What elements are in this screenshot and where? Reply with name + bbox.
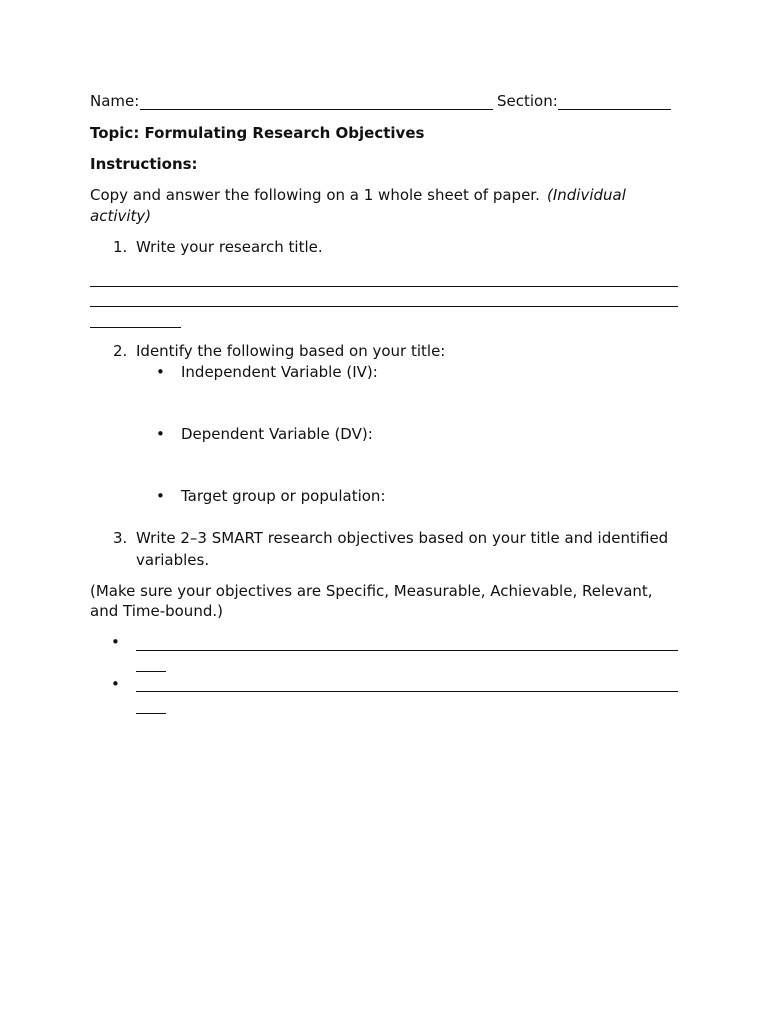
section-label: Section: [497, 92, 558, 110]
bullet: • [111, 675, 120, 693]
name-label: Name: [90, 92, 140, 110]
note-line-2: and Time-bound.) [90, 602, 223, 620]
answer-line-3 [90, 327, 181, 328]
answer-line-2 [90, 306, 678, 307]
bullet: • [156, 425, 165, 443]
item-target-group: Target group or population: [181, 487, 386, 505]
question-1-number: 1. [113, 238, 128, 256]
objective-line-1a [136, 650, 678, 651]
item-dependent-variable: Dependent Variable (DV): [181, 425, 373, 443]
question-3-text-1: Write 2–3 SMART research objectives based on your title and identified [136, 529, 669, 547]
intro-italic-1: (Individual [547, 186, 626, 204]
item-independent-variable: Independent Variable (IV): [181, 363, 378, 381]
objective-line-1b [136, 671, 166, 672]
note-line-1: (Make sure your objectives are Specific, Measurable, Achievable, Relevant, [90, 582, 653, 600]
answer-line-1 [90, 286, 678, 287]
name-blank [140, 109, 493, 110]
question-3-text-2: variables. [136, 551, 210, 569]
intro-italic-2: activity) [90, 207, 152, 225]
intro-text: Copy and answer the following on a 1 whole sheet of paper. [90, 186, 540, 204]
objective-line-2a [136, 691, 678, 692]
instructions-heading: Instructions: [90, 155, 198, 173]
question-2-text: Identify the following based on your title: [136, 342, 446, 360]
bullet: • [111, 633, 120, 651]
topic-heading: Topic: Formulating Research Objectives [90, 124, 425, 142]
section-blank [558, 109, 671, 110]
objective-line-2b [136, 713, 166, 714]
question-2-number: 2. [113, 342, 128, 360]
bullet: • [156, 363, 165, 381]
question-1-text: Write your research title. [136, 238, 323, 256]
question-3-number: 3. [113, 529, 128, 547]
bullet: • [156, 487, 165, 505]
